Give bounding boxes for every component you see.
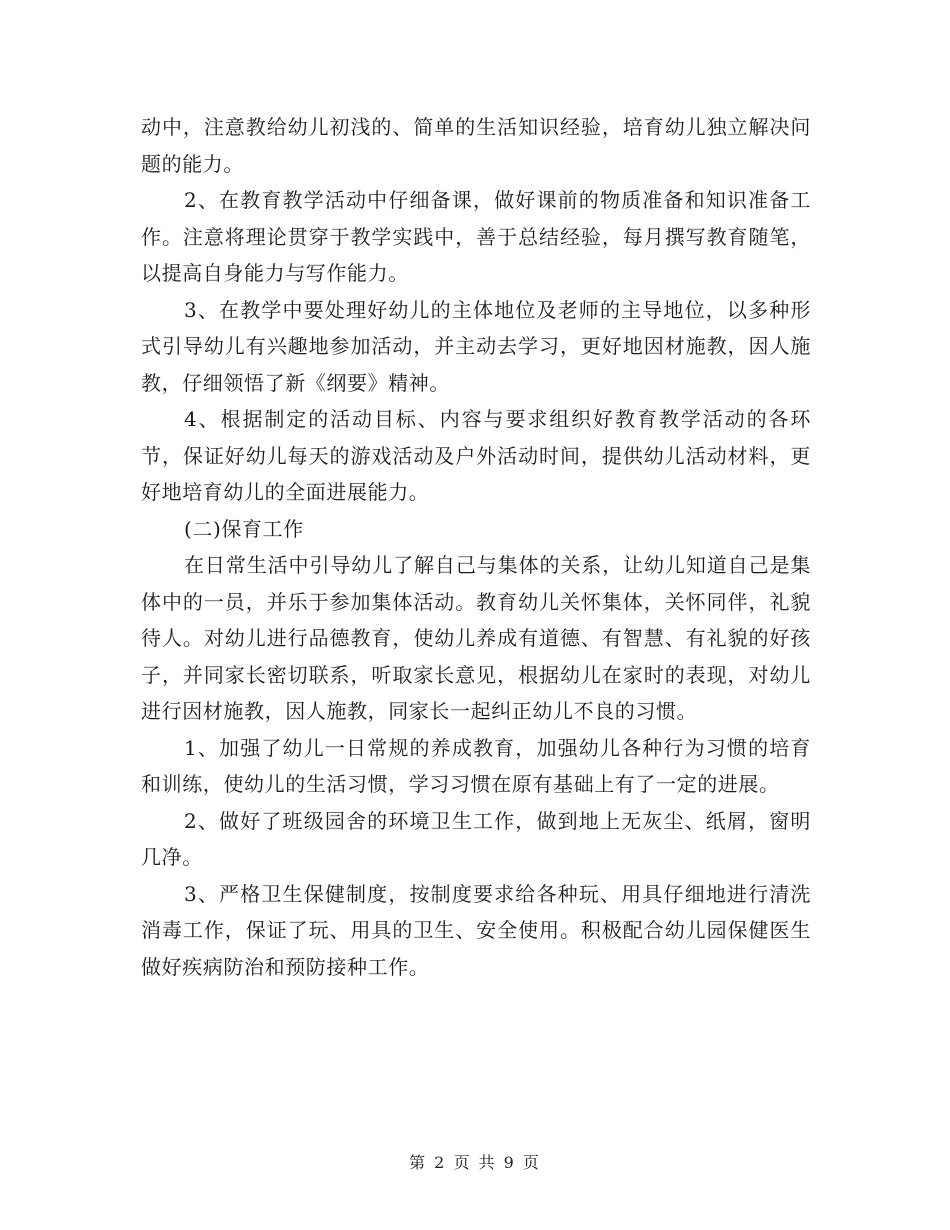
paragraph-teaching-item-3: 3、在教学中要处理好幼儿的主体地位及老师的主导地位，以多种形式引导幼儿有兴趣地参加活动，并主动去学习，更好地因材施教，因人施教，仔细领悟了新《纲要》精神。: [141, 297, 811, 395]
paragraph-care-item-2: 2、做好了班级园舍的环境卫生工作，做到地上无灰尘、纸屑，窗明几净。: [141, 808, 811, 869]
paragraph-teaching-item-2: 2、在教育教学活动中仔细备课，做好课前的物质准备和知识准备工作。注意将理论贯穿于教学实践中，善于总结经验，每月撰写教育随笔，以提高自身能力与写作能力。: [141, 188, 811, 285]
document-body: [141, 109, 811, 985]
paragraph-care-item-1: 1、加强了幼儿一日常规的养成教育，加强幼儿各种行为习惯的培育和训练，使幼儿的生活习惯，学习习惯在原有基础上有了一定的进展。: [141, 735, 811, 796]
paragraph-continued: 动中，注意教给幼儿初浅的、简单的生活知识经验，培育幼儿独立解决问题的能力。: [141, 115, 811, 176]
section-heading-care-work: (二)保育工作: [184, 516, 304, 541]
page-number-footer: 第 2 页 共 9 页: [409, 1153, 541, 1172]
paragraph-teaching-item-4: 4、根据制定的活动目标、内容与要求组织好教育教学活动的各环节，保证好幼儿每天的游戏活动及户外活动时间，提供幼儿活动材料，更好地培育幼儿的全面进展能力。: [141, 407, 811, 504]
paragraph-care-intro: 在日常生活中引导幼儿了解自己与集体的关系，让幼儿知道自己是集体中的一员，并乐于参加集体活动。教育幼儿关怀集体，关怀同伴，礼貌待人。对幼儿进行品德教育，使幼儿养成有道德、有智慧、有礼貌的好孩子，并同家长密切联系，听取家长意见，根据幼儿在家时的表现，对幼儿进行因材施教，因人施教，同家长一起纠正幼儿不良的习惯。: [141, 553, 811, 723]
paragraph-care-item-3: 3、严格卫生保健制度，按制度要求给各种玩、用具仔细地进行清洗消毒工作，保证了玩、用具的卫生、安全使用。积极配合幼儿园保健医生做好疾病防治和预防接种工作。: [141, 881, 811, 979]
